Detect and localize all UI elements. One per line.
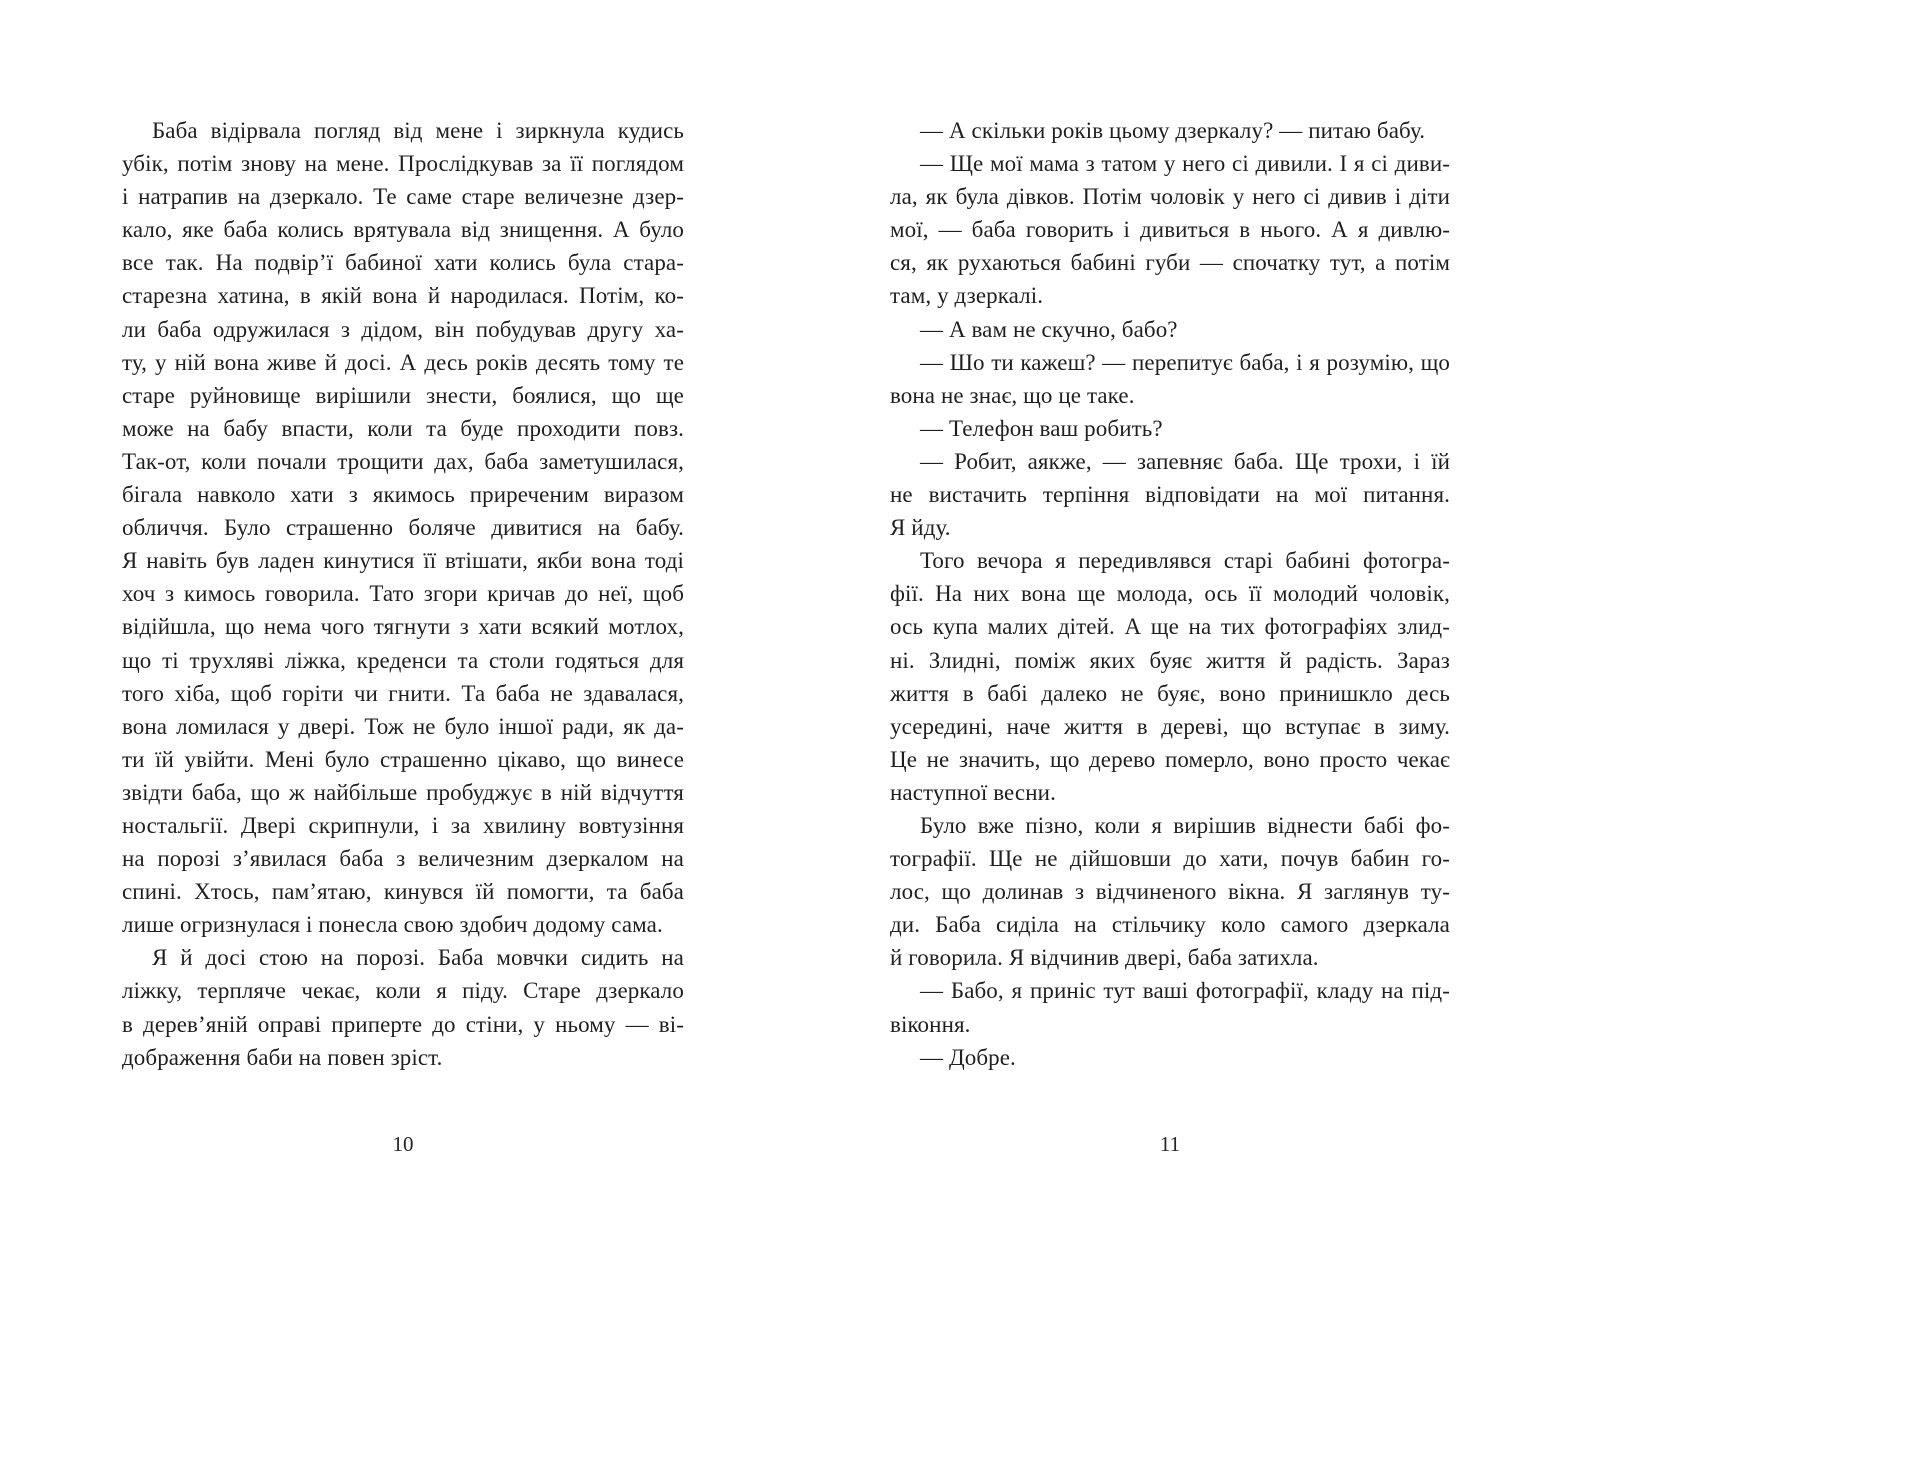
text-line: Було вже пізно, коли я вирішив віднести бабі фо- — [920, 812, 1450, 838]
text-line: ностальгії. Двері скрипнули, і за хвилину вовтузіння — [122, 812, 684, 838]
text-line: на порозі з’явилася баба з величезним дзеркалом на — [122, 846, 684, 872]
text-line: віконня. — [890, 1011, 971, 1037]
text-line: — А скільки років цьому дзеркалу? — питаю бабу. — [920, 118, 1426, 143]
text-line: мої, — баба говорить і дивиться в нього. А я дивлю- — [890, 217, 1450, 243]
text-line: і натрапив на дзеркало. Те саме старе величезне дзер- — [122, 184, 684, 210]
text-line: — Добре. — [920, 1044, 1016, 1070]
text-line: Того вечора я передивлявся старі бабині фотогра- — [920, 548, 1450, 574]
text-line: не вистачить терпіння відповідати на мої питання. — [890, 482, 1450, 508]
text-line: — А вам не скучно, бабо? — [920, 316, 1178, 342]
text-line: — Бабо, я приніс тут ваші фотографії, кладу на під- — [920, 978, 1450, 1004]
text-line: що ті трухляві ліжка, креденси та столи годяться для — [122, 647, 684, 673]
text-line: ту, у ній вона живе й досі. А десь років десять тому те — [122, 349, 684, 375]
text-line: — Ще мої мама з татом у него сі дивили. І я сі диви- — [920, 151, 1450, 177]
text-line: Я йду. — [890, 515, 951, 541]
page-number-right: 11 — [1159, 1132, 1181, 1156]
text-line: ні. Злидні, поміж яких буяє життя й радість. Зараз — [890, 647, 1450, 673]
text-line: — Телефон ваш робить? — [920, 415, 1163, 441]
text-line: обличчя. Було страшенно боляче дивитися на бабу. — [122, 515, 684, 541]
text-line: все так. На подвір’ї бабиної хати колись була стара- — [122, 250, 684, 276]
text-line: наступної весни. — [890, 779, 1056, 805]
text-line: кало, яке баба колись врятувала від знищення. А було — [122, 217, 684, 243]
text-line: ди. Баба сиділа на стільчику коло самого дзеркала — [890, 912, 1450, 938]
page-left — [122, 0, 684, 1477]
text-line: ось купа малих дітей. А ще на тих фотографіях злид- — [890, 614, 1450, 640]
text-line: ся, як рухаються бабині губи — спочатку тут, а потім — [890, 250, 1450, 276]
text-line: життя в бабі далеко не буяє, воно принишкло десь — [890, 680, 1450, 706]
text-line: убік, потім знову на мене. Прослідкував за її поглядом — [122, 151, 684, 177]
text-line: Це не значить, що дерево померло, воно просто чекає — [890, 746, 1450, 772]
text-line: ліжку, терпляче чекає, коли я піду. Старе дзеркало — [122, 978, 684, 1004]
text-line: хоч з кимось говорила. Тато згори кричав до неї, щоб — [122, 581, 684, 607]
text-line: спині. Хтось, пам’ятаю, кинувся їй помогти, та баба — [122, 879, 684, 905]
text-line: відійшла, що нема чого тягнути з хати всякий мотлох, — [122, 614, 684, 640]
text-line: вона не знає, що це таке. — [890, 382, 1135, 408]
text-line: фії. На них вона ще молода, ось її молодий чоловік, — [890, 581, 1450, 607]
text-line: Я й досі стою на порозі. Баба мовчки сидить на — [152, 945, 684, 971]
text-line: там, у дзеркалі. — [890, 283, 1044, 309]
text-line: старе руйновище вирішили знести, боялися, що ще — [122, 382, 684, 408]
text-line: того хіба, щоб горіти чи гнити. Та баба не здавалася, — [122, 680, 684, 706]
page-number-left: 10 — [392, 1132, 414, 1156]
text-line: ла, як була дівков. Потім чоловік у него сі дивив і діти — [890, 184, 1450, 210]
text-line: — Шо ти кажеш? — перепитує баба, і я розумію, що — [920, 349, 1450, 375]
text-line: й говорила. Я відчинив двері, баба затихла. — [890, 945, 1319, 971]
text-line: ли баба одружилася з дідом, він побудував другу ха- — [122, 316, 684, 342]
text-line: — Робит, аякже, — запевняє баба. Ще трохи, і їй — [920, 448, 1450, 474]
text-line: тографії. Ще не дійшовши до хати, почув бабин го- — [890, 846, 1450, 872]
text-line: лише огризнулася і понесла свою здобич додому сама. — [122, 912, 663, 938]
text-line: лос, що долинав з відчиненого вікна. Я заглянув ту- — [890, 879, 1450, 905]
text-line: звідти баба, що ж найбільше пробуджує в ній відчуття — [122, 779, 684, 805]
text-line: може на бабу впасти, коли та буде проходити повз. — [122, 415, 684, 441]
text-line: в дерев’яній оправі приперте до стіни, у ньому — ві- — [122, 1011, 684, 1037]
text-line: усередині, наче життя в дереві, що вступає в зиму. — [890, 713, 1450, 739]
page-right-text — [890, 114, 1450, 1074]
page-left-text — [122, 114, 684, 1074]
text-line: дображення баби на повен зріст. — [122, 1044, 443, 1070]
text-line: Так-от, коли почали трощити дах, баба заметушилася, — [122, 448, 684, 474]
text-line: бігала навколо хати з якимось приреченим виразом — [122, 482, 684, 508]
text-line: Я навіть був ладен кинутися її втішати, якби вона тоді — [122, 548, 684, 574]
page-right — [890, 0, 1450, 1477]
text-line: ти їй увійти. Мені було страшенно цікаво, що винесе — [122, 746, 684, 772]
text-line: старезна хатина, в якій вона й народилася. Потім, ко- — [122, 283, 684, 309]
text-line: Баба відірвала погляд від мене і зиркнула кудись — [152, 118, 684, 143]
text-line: вона ломилася у двері. Тож не було іншої ради, як да- — [122, 713, 684, 739]
